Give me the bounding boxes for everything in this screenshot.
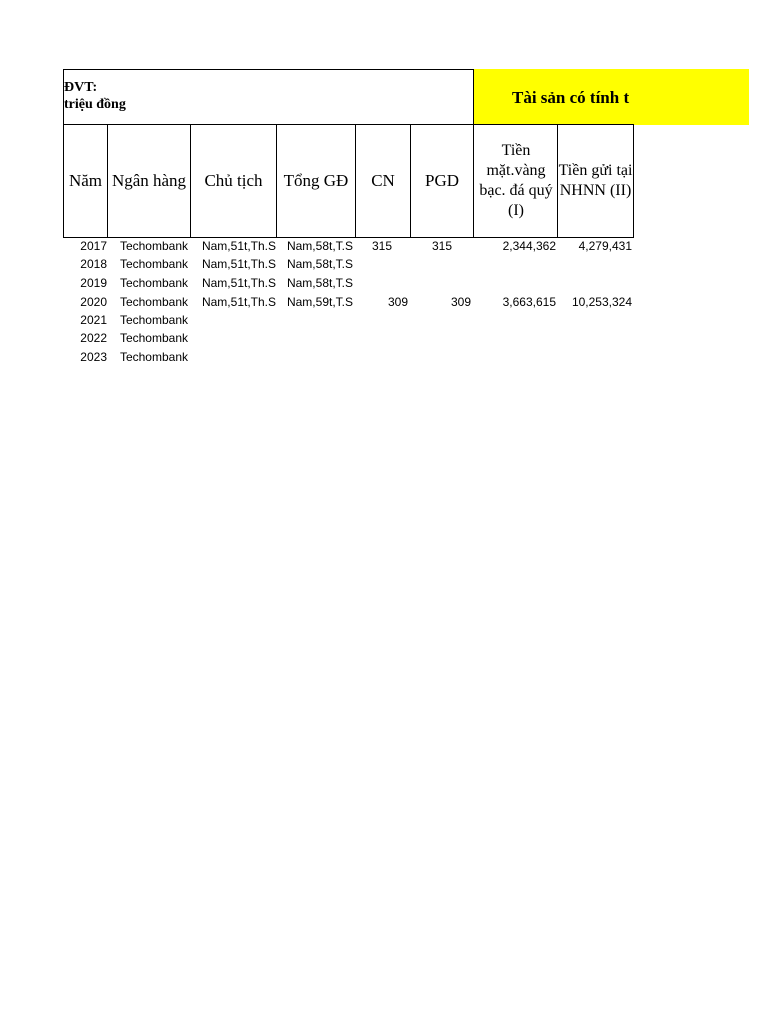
cell-year: 2022 <box>80 331 107 345</box>
cell-bank: Techombank <box>119 257 188 271</box>
cell-chu-tich <box>192 311 276 329</box>
cell-year: 2020 <box>80 295 107 309</box>
cell-cn <box>356 255 408 273</box>
cell-tong-gd: Nam,59t,T.S <box>286 295 353 309</box>
cell-tong-gd <box>277 311 353 329</box>
cell-bank: Techombank <box>119 313 188 327</box>
cell-bank: Techombank <box>119 276 188 290</box>
cell-tien-gui <box>558 311 632 329</box>
cell-pgd <box>411 311 471 329</box>
cell-cn <box>356 274 408 292</box>
cell-bank: Techombank <box>119 239 188 253</box>
cell-tong-gd <box>277 329 353 347</box>
cell-tien-gui: 4,279,431 <box>578 239 632 253</box>
cell-pgd <box>411 329 471 347</box>
header-ngan-hang: Ngân hàng <box>111 171 187 190</box>
cell-pgd <box>411 274 471 292</box>
cell-chu-tich: Nam,51t,Th.S <box>201 295 276 309</box>
unit-label-line1: ĐVT: <box>64 80 98 95</box>
cell-bank: Techombank <box>119 331 188 345</box>
cell-tien-mat <box>475 255 556 273</box>
cell-tien-mat: 3,663,615 <box>502 295 556 309</box>
grid-banner-left <box>473 69 474 238</box>
cell-tien-mat: 2,344,362 <box>502 239 556 253</box>
cell-chu-tich: Nam,51t,Th.S <box>201 276 276 290</box>
cell-pgd: 315 <box>431 239 452 253</box>
cell-pgd: 309 <box>450 295 471 309</box>
header-cn: CN <box>371 171 395 190</box>
cell-cn <box>356 329 408 347</box>
cell-pgd <box>411 348 471 366</box>
unit-label-line2: triệu đồng <box>64 97 126 112</box>
cell-tien-gui <box>558 255 632 273</box>
cell-tien-gui <box>558 274 632 292</box>
cell-tien-gui <box>558 329 632 347</box>
cell-tien-mat <box>475 311 556 329</box>
header-tien-mat: Tiền mặt.vàng bạc. đá quý (I) <box>479 142 553 219</box>
cell-bank: Techombank <box>119 350 188 364</box>
cell-tien-mat <box>475 348 556 366</box>
cell-chu-tich <box>192 348 276 366</box>
header-pgd: PGD <box>424 171 459 190</box>
cell-tong-gd: Nam,58t,T.S <box>286 239 353 253</box>
cell-year: 2017 <box>80 239 107 253</box>
cell-cn: 309 <box>387 295 408 309</box>
cell-tien-gui <box>558 348 632 366</box>
header-chu-tich: Chủ tịch <box>204 171 263 190</box>
cell-cn: 315 <box>371 239 392 253</box>
cell-tong-gd <box>277 348 353 366</box>
cell-tien-mat <box>475 329 556 347</box>
cell-cn <box>356 348 408 366</box>
cell-year: 2019 <box>80 276 107 290</box>
grid-top-border <box>63 69 474 70</box>
cell-cn <box>356 311 408 329</box>
cell-pgd <box>411 255 471 273</box>
cell-year: 2021 <box>80 313 107 327</box>
cell-chu-tich: Nam,51t,Th.S <box>201 257 276 271</box>
cell-year: 2023 <box>80 350 107 364</box>
header-nam: Năm <box>68 171 103 190</box>
section-title: Tài sản có tính t <box>512 88 630 107</box>
cell-chu-tich: Nam,51t,Th.S <box>201 239 276 253</box>
cell-tien-mat <box>475 274 556 292</box>
cell-year: 2018 <box>80 257 107 271</box>
header-tien-gui: Tiền gửi tại NHNN (II) <box>558 162 633 199</box>
cell-bank: Techombank <box>119 295 188 309</box>
grid-col-sep <box>633 124 634 238</box>
cell-tong-gd: Nam,58t,T.S <box>286 276 353 290</box>
cell-chu-tich <box>192 329 276 347</box>
cell-tong-gd: Nam,58t,T.S <box>286 257 353 271</box>
cell-tien-gui: 10,253,324 <box>571 295 632 309</box>
header-tong-gd: Tổng GĐ <box>283 171 349 190</box>
